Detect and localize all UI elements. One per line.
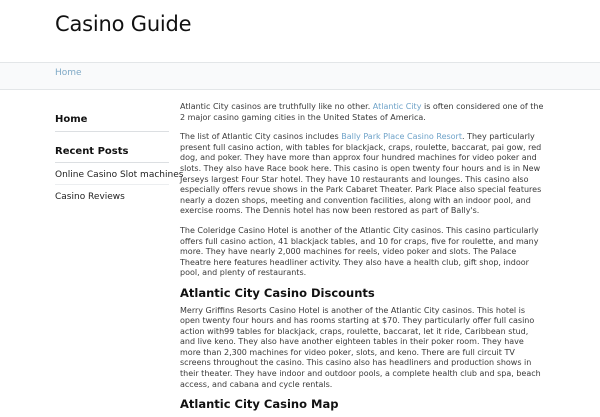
paragraph-text: The list of Atlantic City casinos includes xyxy=(180,132,342,142)
paragraph-coleridge: The Coleridge Casino Hotel is another of the Atlantic City casinos. This casino particularly offers full casino action, 41 blackjack tables, and 10 for craps, five for roulette, and many more. They have nearly 2,000 machines for reels, video poker and slots. The Palace Theatre here features headliner activity. They also have a health club, gift shop, indoor pool, and plenty of restaurants. xyxy=(180,225,539,278)
site-title[interactable]: Casino Guide xyxy=(55,12,192,36)
recent-post-link[interactable]: Online Casino Slot machines xyxy=(55,163,169,185)
main-navigation xyxy=(0,62,600,90)
paragraph-text: is often considered one of the 2 major casino gaming cities in the United States of America. xyxy=(180,102,544,122)
heading-map: Atlantic City Casino Map xyxy=(180,397,339,412)
heading-discounts: Atlantic City Casino Discounts xyxy=(180,285,375,300)
paragraph-intro xyxy=(180,102,544,123)
paragraph-merry-griffins: Merry Griffins Resorts Casino Hotel is another of the Atlantic City casinos. This hotel is open twenty four hours and has rooms starting at $70. They particularly offer full casino action with99 tables for blackjack, craps, roulette, baccarat, let it ride, Caribbean stud, and live keno. They also have another eighteen tables in their poker room. They have more than 2,300 machines for video poker, slots, and keno. There are full circuit TV screens throughout the casino. This casino also has headliners and production shows in their theater. They have indoor and outdoor pools, a complete health club and spa, beach access, and cabana and cycle rentals. xyxy=(180,305,541,389)
atlantic-city-link[interactable]: Atlantic City xyxy=(372,102,422,111)
recent-post-link[interactable]: Casino Reviews xyxy=(55,192,125,202)
paragraph-bally xyxy=(180,132,544,217)
bally-park-place-link[interactable]: Bally Park Place Casino Resort xyxy=(341,132,462,142)
nav-home-link[interactable]: Home xyxy=(55,68,82,78)
paragraph-text: Atlantic City casinos are truthfully like no other. xyxy=(180,102,373,111)
sidebar-home-link[interactable]: Home xyxy=(55,112,169,132)
sidebar xyxy=(55,112,184,206)
article-content xyxy=(180,102,544,417)
recent-posts-heading: Recent Posts xyxy=(55,146,169,163)
paragraph-text: . They particularly present full casino action, with tables for blackjack, craps, roulette, baccarat, pai gow, red dog, and poker. They have more than approx four hundred machines for video poker and slots. They also have Race book here. This casino is open twenty four hours and is in New Jerseys largest Four Star hotel. They have 10 restaurants and lounges. This casino also especially offers revue shows in the Park Cabaret Theater. Park Place also special features nearly a dozen shops, meeting and convention facilities, along with an indoor pool, and exercise rooms. The Dennis hotel has now been restored as part of Bally's. xyxy=(180,132,542,216)
